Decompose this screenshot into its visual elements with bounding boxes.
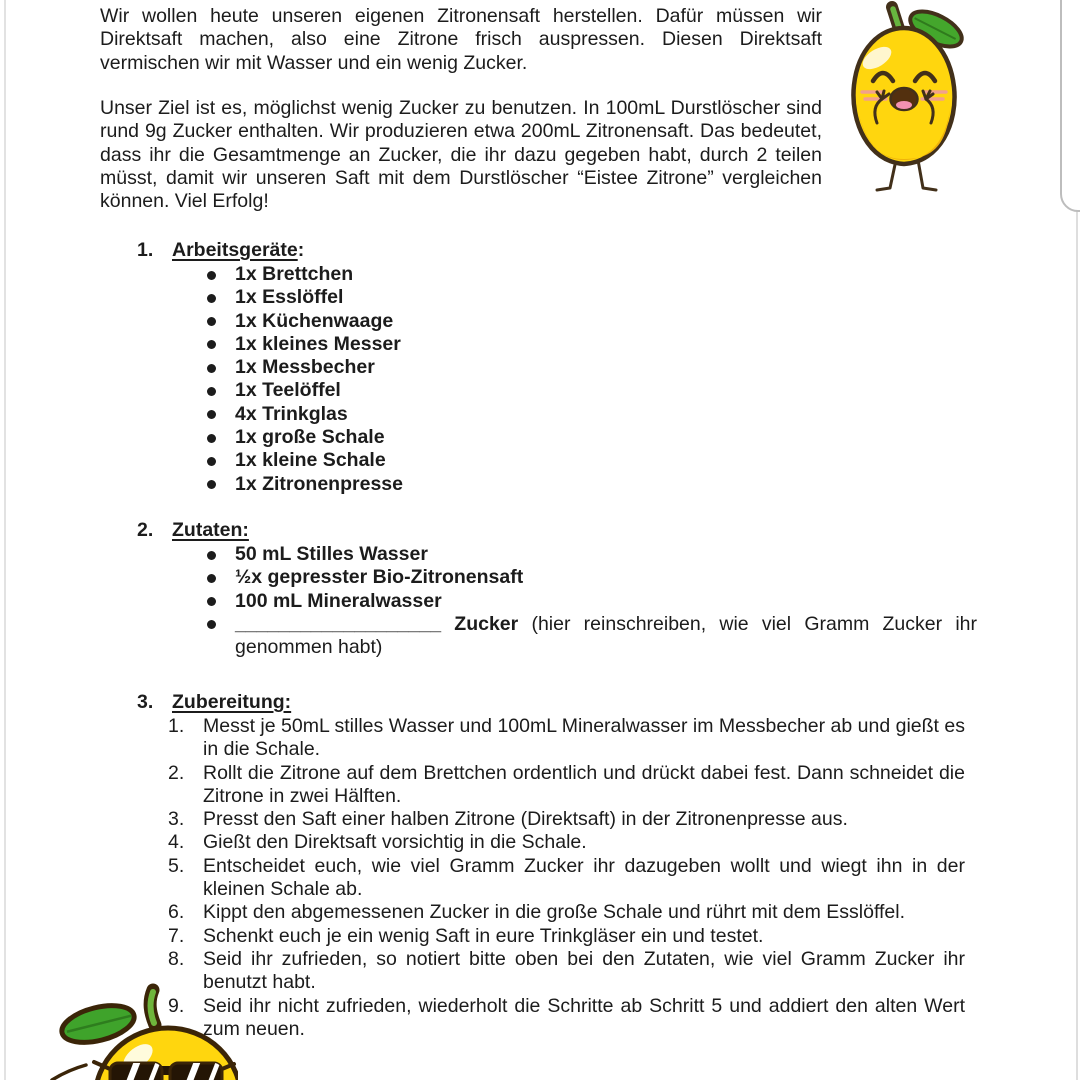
- bullet-icon: [207, 340, 216, 349]
- intro-paragraph-1: Wir wollen heute unseren eigenen Zitronensaft herstellen. Dafür müssen wir Direktsaft machen, also eine Zitrone frisch auspressen. Diesen Direktsaft vermischen wir mit Wasser und ein wenig Zucker.: [100, 5, 822, 74]
- bullet-icon: [207, 457, 216, 466]
- list-item: 5. Entscheidet euch, wie viel Gramm Zucker ihr dazugeben wollt und wiegt ihn in der kleinen Schale ab.: [168, 854, 965, 901]
- bullet-icon: [207, 620, 216, 629]
- ingredients-list: [207, 543, 977, 659]
- bullet-icon: [207, 364, 216, 373]
- list-item: 8. Seid ihr zufrieden, so notiert bitte oben bei den Zutaten, wie viel Gramm Zucker ihr benutzt habt.: [168, 947, 965, 994]
- list-item: 6. Kippt den abgemessenen Zucker in die große Schale und rührt mit dem Esslöffel.: [168, 901, 906, 924]
- section-number: 2.: [137, 519, 154, 541]
- bullet-icon: [207, 410, 216, 419]
- bullet-icon: [207, 574, 216, 583]
- list-item: 1. Messt je 50mL stilles Wasser und 100mL Mineralwasser im Messbecher ab und gießt es in die Schale.: [168, 715, 965, 761]
- section-number: 3.: [137, 691, 154, 713]
- list-item: 1x große Schale: [207, 426, 977, 449]
- list-item: 2. Rollt die Zitrone auf dem Brettchen ordentlich und drückt dabei fest. Dann schneidet die Zitrone in zwei Hälften.: [168, 761, 965, 807]
- list-item: 100 mL Mineralwasser: [207, 590, 977, 613]
- happy-lemon-illustration: [840, 0, 975, 200]
- bullet-icon: [207, 434, 216, 443]
- section-title: Zubereitung:: [172, 691, 292, 713]
- list-item: 1x Teelöffel: [207, 379, 977, 402]
- fill-in-note: (hier reinschreiben, wie viel Gramm Zucker ihr genommen habt): [235, 612, 978, 659]
- sugar-fill-in-line: [235, 613, 977, 660]
- bullet-icon: [207, 387, 216, 396]
- scrollbar-thumb[interactable]: [1060, 0, 1080, 212]
- section-heading-tools: [137, 239, 304, 262]
- sugar-label: Zucker: [454, 612, 519, 635]
- cool-lemon-sunglasses-illustration: [38, 983, 238, 1080]
- intro-paragraph-2: Unser Ziel ist es, möglichst wenig Zucker zu benutzen. In 100mL Durstlöscher sind rund 9g Zucker enthalten. Wir produzieren etwa 200mL Zitronensaft. Das bedeutet, dass ihr die Gesamtmenge an Zucker, die ihr dazu gegeben habt, durch 2 teilen müsst, damit wir unseren Saft mit dem Durstlöscher “Eistee Zitrone” vergleichen können. Viel Erfolg!: [100, 97, 822, 213]
- list-item: 9. Seid ihr nicht zufrieden, wiederholt die Schritte ab Schritt 5 und addiert den alten Wert zum neuen.: [168, 994, 965, 1040]
- list-item: 1x Messbecher: [207, 356, 977, 379]
- section-title: Arbeitsgeräte:: [172, 239, 305, 261]
- list-item: 1x Brettchen: [207, 263, 977, 286]
- list-item: 1x Küchenwaage: [207, 310, 977, 333]
- list-item: ½x gepresster Bio-Zitronensaft: [207, 566, 977, 589]
- list-item: 1x kleine Schale: [207, 449, 977, 472]
- bullet-icon: [207, 294, 216, 303]
- list-item: 7. Schenkt euch je ein wenig Saft in eure Trinkgläser ein und testet.: [168, 924, 764, 947]
- list-item: 4x Trinkglas: [207, 403, 977, 426]
- list-item: 1x Esslöffel: [207, 286, 977, 309]
- bullet-icon: [207, 597, 216, 606]
- bullet-icon: [207, 317, 216, 326]
- write-in-blank[interactable]: ___________________: [235, 612, 442, 635]
- list-item: 1x Zitronenpresse: [207, 473, 977, 496]
- lemon-arm: [52, 1065, 86, 1080]
- list-item: 50 mL Stilles Wasser: [207, 543, 977, 566]
- bullet-icon: [207, 551, 216, 560]
- list-item: 4. Gießt den Direktsaft vorsichtig in die Schale.: [168, 831, 587, 854]
- bullet-icon: [207, 271, 216, 280]
- preparation-steps-list: [168, 715, 965, 1041]
- list-item-fill-in: [207, 613, 977, 660]
- section-heading-ingredients: [137, 519, 249, 542]
- tools-list: [207, 263, 977, 496]
- lemon-stem: [150, 990, 155, 1025]
- section-title: Zutaten:: [172, 519, 249, 541]
- list-item: 3. Presst den Saft einer halben Zitrone (Direktsaft) in der Zitronenpresse aus.: [168, 808, 848, 831]
- tongue: [896, 101, 912, 109]
- list-item: 1x kleines Messer: [207, 333, 977, 356]
- page-left-edge: [4, 0, 6, 1080]
- page-right-edge: [1076, 210, 1078, 1080]
- bullet-icon: [207, 480, 216, 489]
- section-number: 1.: [137, 239, 154, 261]
- section-heading-preparation: [137, 691, 291, 714]
